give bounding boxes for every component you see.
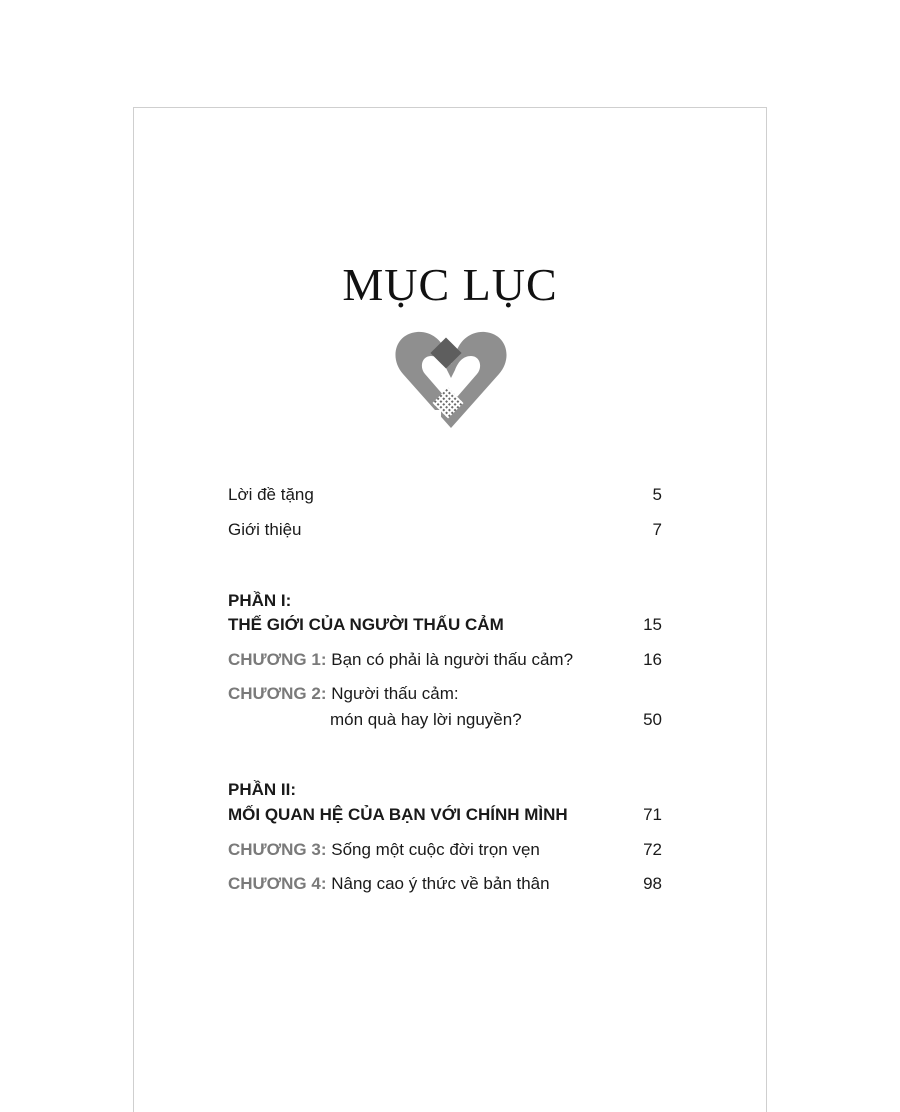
heart-logo-icon <box>389 322 513 434</box>
part-title: THẾ GIỚI CỦA NGƯỜI THẤU CẢM <box>228 615 504 634</box>
toc-entry-chapter-2[interactable] <box>228 684 662 704</box>
toc-entry-label: Giới thiệu <box>228 520 302 539</box>
toc-page-number: 15 <box>643 615 662 634</box>
chapter-label: CHƯƠNG 3: <box>228 840 327 859</box>
toc-entry-chapter-3[interactable] <box>228 840 662 860</box>
toc-page-number: 50 <box>643 710 662 729</box>
toc-entry-part-1[interactable] <box>228 615 662 635</box>
part-heading: PHẦN I: <box>228 591 292 610</box>
toc-page-number: 16 <box>643 650 662 669</box>
chapter-title: Người thấu cảm: <box>331 684 459 703</box>
toc-page-number: 71 <box>643 805 662 824</box>
toc-page-number: 98 <box>643 874 662 893</box>
toc-entry-introduction[interactable] <box>228 520 662 540</box>
page-title: MỤC LỤC <box>342 259 558 310</box>
chapter-title-line2: món quà hay lời nguyền? <box>330 710 522 729</box>
toc-entry-part-2[interactable] <box>228 805 662 825</box>
chapter-title: Nâng cao ý thức về bản thân <box>331 874 550 893</box>
chapter-title: Sống một cuộc đời trọn vẹn <box>331 840 540 859</box>
chapter-title: Bạn có phải là người thấu cảm? <box>331 650 574 669</box>
part-title: MỐI QUAN HỆ CỦA BẠN VỚI CHÍNH MÌNH <box>228 805 568 824</box>
toc-page-number: 72 <box>643 840 662 859</box>
toc-entry-chapter-4[interactable] <box>228 874 662 894</box>
toc-page-number: 5 <box>652 485 662 504</box>
chapter-label: CHƯƠNG 4: <box>228 874 327 893</box>
part-heading: PHẦN II: <box>228 780 296 799</box>
toc-entry-dedication[interactable] <box>228 485 662 505</box>
chapter-label: CHƯƠNG 2: <box>228 684 327 703</box>
toc-entry-label: Lời đề tặng <box>228 485 314 504</box>
chapter-label: CHƯƠNG 1: <box>228 650 327 669</box>
toc-entry-chapter-1[interactable] <box>228 650 662 670</box>
toc-page-number: 7 <box>652 520 662 539</box>
